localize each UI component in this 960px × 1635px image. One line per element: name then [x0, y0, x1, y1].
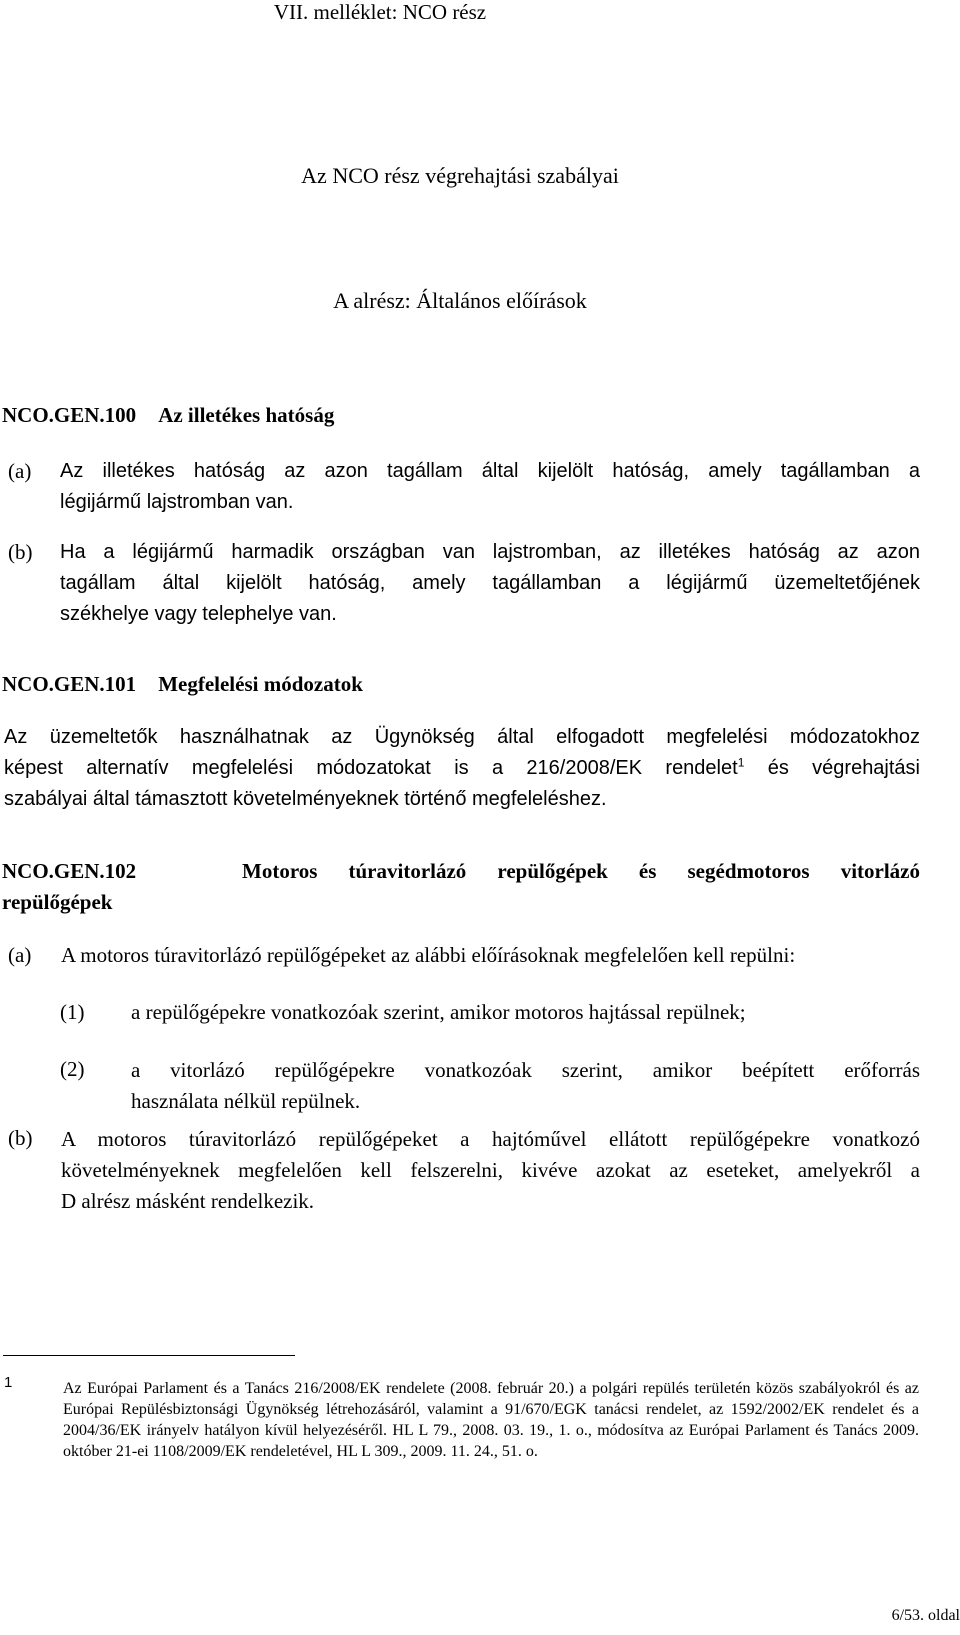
- item-marker-2: (2): [60, 1057, 85, 1081]
- section-title: Az illetékes hatóság: [158, 403, 335, 427]
- section-code: NCO.GEN.102: [2, 859, 137, 883]
- text-span: képest alternatív megfelelési módozatokat is a 216/2008/EK rendelet: [4, 757, 738, 779]
- item-marker-b: (b): [8, 1126, 33, 1150]
- document-subtitle: A alrész: Általános előírások: [333, 288, 587, 313]
- text-line: Az üzemeltetők használhatnak az Ügynökség által elfogadott megfelelési módozatokhoz: [4, 726, 920, 748]
- section-heading-gen102: [2, 856, 920, 918]
- document-title: Az NCO rész végrehajtási szabályai: [301, 163, 619, 188]
- text-line: légijármű lajstromban van.: [60, 491, 294, 513]
- section-heading-gen101: [2, 672, 363, 697]
- text-line: követelményeknek megfelelően kell felszerelni, kivéve azokat az eseteket, amelyekről a: [61, 1158, 920, 1182]
- section-title: Motoros túravitorlázó repülőgépek és segédmotoros vitorlázó: [242, 859, 920, 883]
- text-line: Az illetékes hatóság az azon tagállam által kijelölt hatóság, amely tagállamban a: [60, 460, 920, 482]
- footnote-reference: 1: [737, 755, 745, 770]
- page-header: VII. melléklet: NCO rész: [273, 0, 487, 24]
- section-code: NCO.GEN.100: [2, 403, 137, 427]
- paragraph-gen102-a: A motoros túravitorlázó repülőgépeket az alábbi előírásoknak megfelelően kell repülni:: [61, 943, 796, 967]
- section-heading-gen100: [2, 403, 334, 428]
- section-code: NCO.GEN.101: [2, 672, 137, 696]
- paragraph-gen102-a1: a repülőgépekre vonatkozóak szerint, amikor motoros hajtással repülnek;: [131, 1000, 746, 1024]
- text-line: székhelye vagy telephelye van.: [60, 603, 337, 625]
- text-line: szabályai által támasztott követelményeknek történő megfeleléshez.: [4, 788, 607, 810]
- section-title: Megfelelési módozatok: [158, 672, 363, 696]
- footnote-mark: 1: [4, 1374, 13, 1391]
- text-line: a vitorlázó repülőgépekre vonatkozóak szerint, amikor beépített erőforrás: [131, 1058, 920, 1082]
- section-title-continuation: repülőgépek: [2, 890, 113, 914]
- paragraph-gen100-a: [60, 456, 920, 518]
- paragraph-gen100-b: [60, 537, 920, 630]
- paragraph-gen101: [4, 722, 920, 815]
- paragraph-gen102-a2: [131, 1055, 920, 1117]
- item-marker-a: (a): [8, 943, 32, 967]
- text-span: és végrehajtási: [744, 757, 921, 779]
- text-line: A motoros túravitorlázó repülőgépeket a hajtóművel ellátott repülőgépekre vonatkozó: [61, 1127, 920, 1151]
- text-line: használata nélkül repülnek.: [131, 1089, 361, 1113]
- text-line: Ha a légijármű harmadik országban van lajstromban, az illetékes hatóság az azon: [60, 541, 920, 563]
- page-number: 6/53. oldal: [891, 1607, 960, 1624]
- item-marker-1: (1): [60, 1000, 85, 1024]
- footnote-separator: [3, 1355, 295, 1356]
- paragraph-gen102-b: [61, 1124, 920, 1217]
- item-marker-b: (b): [8, 540, 33, 564]
- footnote-text: Az Európai Parlament és a Tanács 216/2008/EK rendelete (2008. február 20.) a polgári repülés területén közös szabályokról és az Európai Repülésbiztonsági Ügynökség létrehozásáról, valamint a 91/670/EGK tanácsi rendelet, az 1592/2002/EK rendelet és a 2004/36/EK irányelv hatályon kívül helyezéséről. HL L 79., 2008. 03. 19., 1. o., módosítva az Európai Parlament és Tanács 2009. október 21-ei 1108/2009/EK rendeletével, HL L 309., 2009. 11. 24., 51. o.: [63, 1380, 919, 1460]
- text-line: D alrész másként rendelkezik.: [61, 1189, 315, 1213]
- text-line: [4, 753, 920, 784]
- item-marker-a: (a): [8, 459, 32, 483]
- text-line: tagállam által kijelölt hatóság, amely tagállamban a légijármű üzemeltetőjének: [60, 572, 920, 594]
